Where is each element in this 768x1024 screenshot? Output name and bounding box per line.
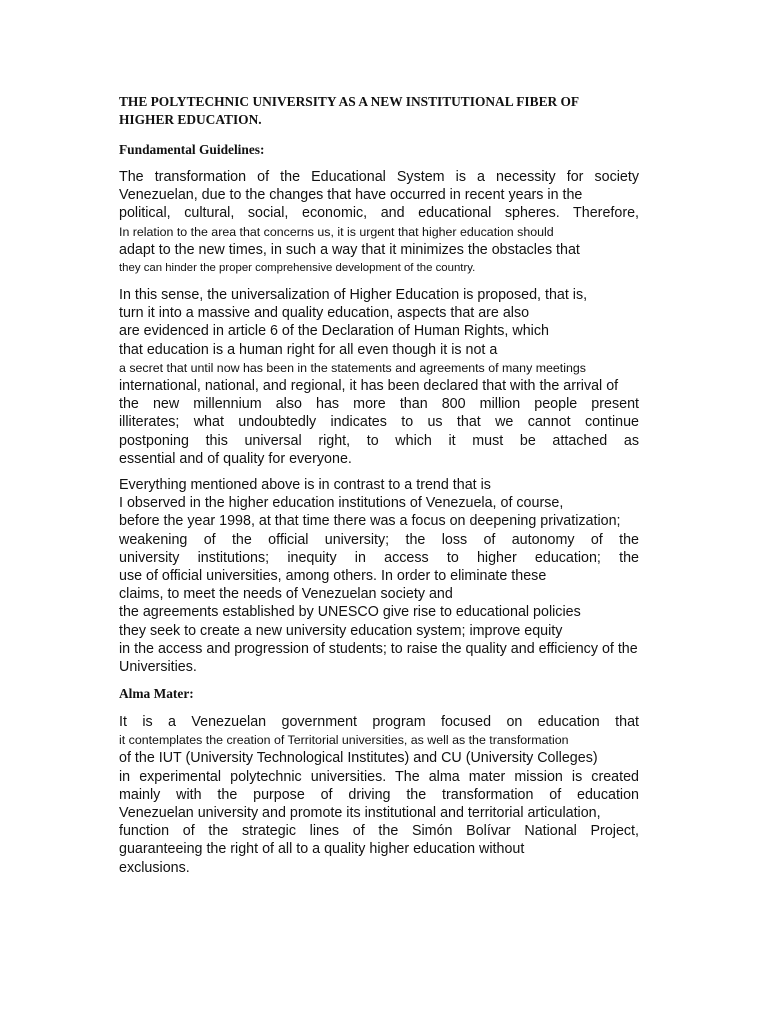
- title-line: THE POLYTECHNIC UNIVERSITY AS A NEW INSTITUTIONAL FIBER OF: [119, 94, 580, 109]
- text-line: the new millennium also has more than 800 million people present: [119, 396, 639, 413]
- text-line: illiterates; what undoubtedly indicates to us that we cannot continue: [119, 414, 639, 431]
- text-line: The transformation of the Educational System is a necessity for society: [119, 169, 639, 185]
- paragraph: [119, 168, 639, 277]
- document-title: [119, 93, 679, 129]
- text-line: function of the strategic lines of the Simón Bolívar National Project,: [119, 823, 639, 840]
- text-line: in experimental polytechnic universities. The alma mater mission is created: [119, 768, 639, 785]
- paragraph: [119, 286, 639, 468]
- text-line: weakening of the official university; the loss of autonomy of the: [119, 531, 639, 548]
- text-line: use of official universities, among others. In order to eliminate these: [119, 567, 547, 584]
- text-line: it contemplates the creation of Territorial universities, as well as the transformation: [119, 733, 569, 748]
- text-line: guaranteeing the right of all to a quality higher education without: [119, 841, 525, 858]
- paragraph: [119, 476, 639, 676]
- title-line: HIGHER EDUCATION.: [119, 112, 262, 127]
- text-line: a secret that until now has been in the statements and agreements of many meetings: [119, 360, 586, 375]
- paragraph: [119, 713, 639, 877]
- text-line: Venezuelan, due to the changes that have occurred in recent years in the: [119, 187, 583, 204]
- text-line: in the access and progression of students; to raise the quality and efficiency of the: [119, 640, 638, 657]
- text-line: they can hinder the proper comprehensive development of the country.: [119, 261, 476, 274]
- text-line: It is a Venezuelan government program focused on education that: [119, 714, 639, 730]
- text-line: I observed in the higher education institutions of Venezuela, of course,: [119, 495, 564, 512]
- text-line: are evidenced in article 6 of the Declaration of Human Rights, which: [119, 323, 549, 340]
- text-line: claims, to meet the needs of Venezuelan society and: [119, 586, 453, 603]
- text-line: the agreements established by UNESCO give rise to educational policies: [119, 604, 581, 621]
- text-line: that education is a human right for all even though it is not a: [119, 341, 498, 358]
- text-line: international, national, and regional, it has been declared that with the arrival of: [119, 377, 619, 394]
- text-line: of the IUT (University Technological Institutes) and CU (University Colleges): [119, 750, 598, 767]
- text-line: essential and of quality for everyone.: [119, 450, 352, 467]
- text-line: they seek to create a new university education system; improve equity: [119, 622, 563, 639]
- text-line: postponing this universal right, to which it must be attached as: [119, 432, 639, 449]
- text-line: before the year 1998, at that time there was a focus on deepening privatization;: [119, 513, 621, 530]
- text-line: In relation to the area that concerns us, it is urgent that higher education should: [119, 224, 554, 239]
- text-line: exclusions.: [119, 859, 190, 876]
- text-line: adapt to the new times, in such a way that it minimizes the obstacles that: [119, 241, 580, 258]
- text-line: mainly with the purpose of driving the transformation of education: [119, 786, 639, 803]
- text-line: Venezuelan university and promote its institutional and territorial articulation,: [119, 804, 601, 821]
- section-heading-fundamental-guidelines: Fundamental Guidelines:: [119, 142, 265, 157]
- text-line: Universities.: [119, 658, 197, 675]
- section-heading-alma-mater: Alma Mater:: [119, 686, 194, 701]
- text-line: turn it into a massive and quality education, aspects that are also: [119, 305, 530, 322]
- text-line: Everything mentioned above is in contrast to a trend that is: [119, 477, 491, 493]
- text-line: political, cultural, social, economic, and educational spheres. Therefore,: [119, 205, 639, 222]
- text-line: In this sense, the universalization of Higher Education is proposed, that is,: [119, 287, 588, 303]
- text-line: university institutions; inequity in access to higher education; the: [119, 549, 639, 566]
